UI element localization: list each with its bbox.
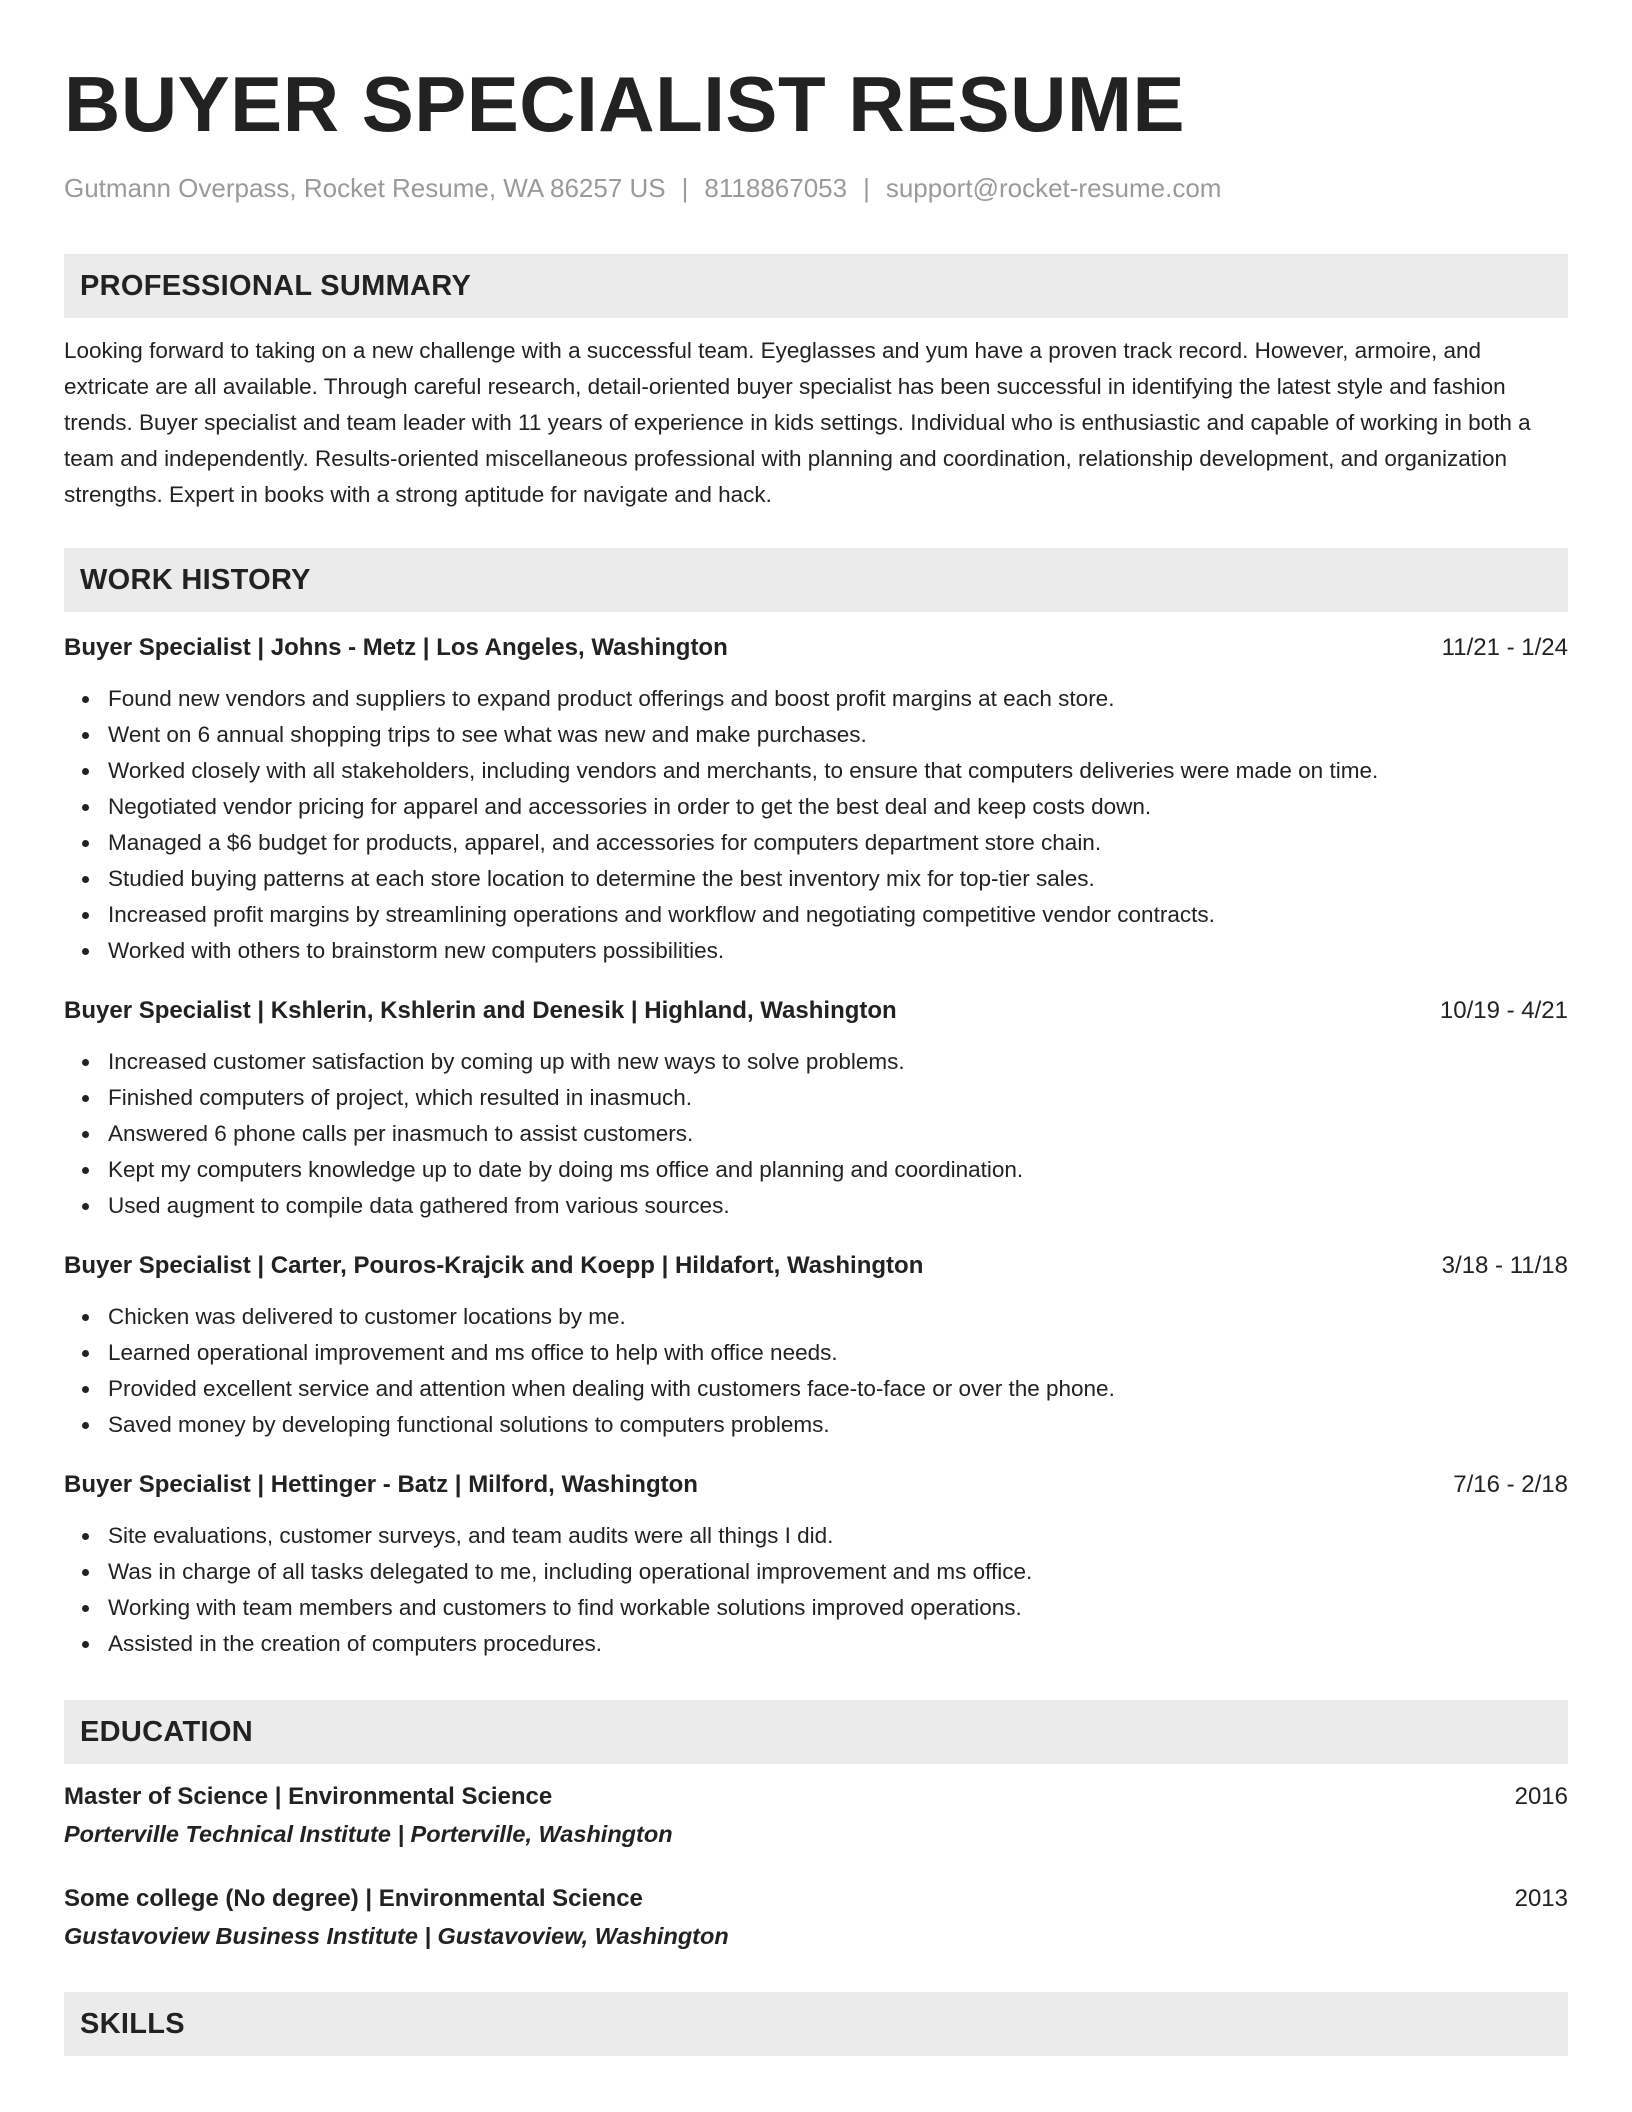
- job-bullet: Managed a $6 budget for products, apparel, and accessories for computers department store chain.: [108, 825, 1568, 861]
- job-bullet: Chicken was delivered to customer locations by me.: [108, 1299, 1568, 1335]
- education-school: Porterville Technical Institute | Porterville, Washington: [64, 1821, 673, 1847]
- contact-line: [64, 172, 1568, 204]
- job-bullet: Worked closely with all stakeholders, including vendors and merchants, to ensure that computers deliveries were made on time.: [108, 753, 1568, 789]
- job-dates: 11/21 - 1/24: [1441, 634, 1568, 661]
- contact-email: support@rocket-resume.com: [885, 173, 1222, 203]
- job-bullet-list: [64, 681, 1568, 969]
- job-title: Buyer Specialist | Carter, Pouros-Krajcik and Koepp | Hildafort, Washington: [64, 1252, 924, 1279]
- job-dates: 3/18 - 11/18: [1441, 1252, 1568, 1279]
- job-entry: [64, 1468, 1568, 1662]
- job-header: [64, 631, 1568, 665]
- job-title: Buyer Specialist | Hettinger - Batz | Milford, Washington: [64, 1471, 698, 1498]
- education-entry: [64, 1780, 1568, 1852]
- job-bullet: Was in charge of all tasks delegated to me, including operational improvement and ms office.: [108, 1554, 1568, 1590]
- job-bullet: Site evaluations, customer surveys, and team audits were all things I did.: [108, 1518, 1568, 1554]
- education-header: [64, 1882, 1568, 1916]
- job-bullet-list: [64, 1518, 1568, 1662]
- job-header: [64, 994, 1568, 1028]
- section-header-work-history: WORK HISTORY: [64, 548, 1568, 612]
- contact-address: Gutmann Overpass, Rocket Resume, WA 86257 US: [64, 173, 666, 203]
- job-entry: [64, 631, 1568, 969]
- education-year: 2013: [1514, 1885, 1568, 1912]
- job-bullet: Used augment to compile data gathered from various sources.: [108, 1188, 1568, 1224]
- education-degree: Master of Science | Environmental Science: [64, 1783, 553, 1810]
- job-bullet: Studied buying patterns at each store location to determine the best inventory mix for top-tier sales.: [108, 861, 1568, 897]
- job-bullet: Went on 6 annual shopping trips to see what was new and make purchases.: [108, 717, 1568, 753]
- job-bullet: Negotiated vendor pricing for apparel and accessories in order to get the best deal and keep costs down.: [108, 789, 1568, 825]
- job-bullet: Saved money by developing functional solutions to computers problems.: [108, 1407, 1568, 1443]
- section-header-education: EDUCATION: [64, 1700, 1568, 1764]
- job-bullet: Found new vendors and suppliers to expand product offerings and boost profit margins at each store.: [108, 681, 1568, 717]
- section-header-summary: PROFESSIONAL SUMMARY: [64, 254, 1568, 318]
- education-entry: [64, 1882, 1568, 1954]
- contact-phone: 8118867053: [704, 173, 848, 203]
- summary-text: Looking forward to taking on a new challenge with a successful team. Eyeglasses and yum have a proven track record. However, armoire, and extricate are all available. Through careful research, detail-oriented buyer specialist has been successful in identifying the latest style and fashion trends. Buyer specialist and team leader with 11 years of experience in kids settings. Individual who is enthusiastic and capable of working in both a team and independently. Results-oriented miscellaneous professional with planning and coordination, relationship development, and organization strengths. Expert in books with a strong aptitude for navigate and hack.: [64, 338, 1531, 507]
- education-header: [64, 1780, 1568, 1814]
- job-dates: 10/19 - 4/21: [1439, 997, 1568, 1024]
- job-bullet-list: [64, 1299, 1568, 1443]
- job-bullet: Working with team members and customers to find workable solutions improved operations.: [108, 1590, 1568, 1626]
- job-entry: [64, 1249, 1568, 1443]
- education-year: 2016: [1514, 1783, 1568, 1810]
- job-bullet: Assisted in the creation of computers procedures.: [108, 1626, 1568, 1662]
- job-bullet: Answered 6 phone calls per inasmuch to assist customers.: [108, 1116, 1568, 1152]
- job-bullet: Increased profit margins by streamlining operations and workflow and negotiating competitive vendor contracts.: [108, 897, 1568, 933]
- job-bullet: Increased customer satisfaction by coming up with new ways to solve problems.: [108, 1044, 1568, 1080]
- job-bullet-list: [64, 1044, 1568, 1224]
- resume-title: BUYER SPECIALIST RESUME: [64, 60, 1185, 148]
- education-school: Gustavoview Business Institute | Gustavoview, Washington: [64, 1923, 729, 1949]
- job-dates: 7/16 - 2/18: [1453, 1471, 1568, 1498]
- job-bullet: Finished computers of project, which resulted in inasmuch.: [108, 1080, 1568, 1116]
- contact-separator: |: [681, 173, 689, 203]
- education-degree: Some college (No degree) | Environmental Science: [64, 1885, 643, 1912]
- job-bullet: Provided excellent service and attention when dealing with customers face-to-face or over the phone.: [108, 1371, 1568, 1407]
- job-header: [64, 1249, 1568, 1283]
- job-entry: [64, 994, 1568, 1224]
- contact-separator: |: [863, 173, 870, 203]
- job-bullet: Kept my computers knowledge up to date by doing ms office and planning and coordination.: [108, 1152, 1568, 1188]
- section-header-skills: SKILLS: [64, 1992, 1568, 2056]
- job-title: Buyer Specialist | Johns - Metz | Los Angeles, Washington: [64, 634, 728, 661]
- job-bullet: Learned operational improvement and ms office to help with office needs.: [108, 1335, 1568, 1371]
- job-bullet: Worked with others to brainstorm new computers possibilities.: [108, 933, 1568, 969]
- job-header: [64, 1468, 1568, 1502]
- job-title: Buyer Specialist | Kshlerin, Kshlerin and Denesik | Highland, Washington: [64, 997, 897, 1024]
